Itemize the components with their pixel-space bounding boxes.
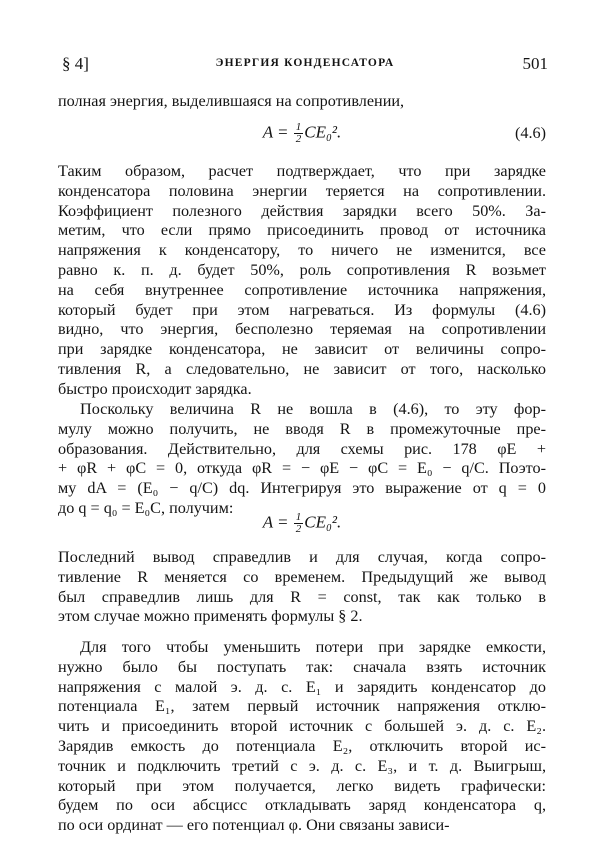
text-line: тивления R, а следовательно, не зависит от того, насколько (58, 359, 546, 378)
equation-4-6 (58, 118, 546, 152)
fraction-half: $\frac{1}{2}$ (295, 511, 302, 535)
text-line: напряжения к конденсатору, то ничего не изменится, все (58, 241, 546, 260)
text-line: по оси ординат — его потенциал φ. Они связаны зависи- (58, 816, 450, 835)
text-line: быстро происходит зарядка. (58, 379, 252, 398)
text-line: равно к. п. д. будет 50%, роль сопротивления R возьмет (58, 260, 546, 279)
text-line: потенциала E₁, затем первый источник напряжения отклю- (58, 697, 546, 716)
equation-number: (4.6) (514, 124, 546, 142)
text-line: видно, что энергия, бесполезно теряемая на сопротивлении (58, 320, 546, 339)
text-line: Последний вывод справедлив и для случая, когда сопро- (58, 548, 546, 566)
equation-rhs: CE₀². (304, 512, 342, 532)
text-line: Для того чтобы уменьшить потери при зарядке емкости, (80, 638, 546, 656)
text-line: был справедлив лишь для R = const, так как только в (58, 587, 546, 606)
text-line: точник и подключить третий с э. д. с. E₃, и т. д. Выигрыш, (58, 756, 546, 775)
paragraph-2 (58, 400, 546, 519)
equation-lhs: A = (262, 512, 293, 532)
text-line: Поскольку величина R не вошла в (4.6), то эту фор- (80, 400, 546, 418)
text-line: будем по оси абсцисс откладывать заряд конденсатора q, (58, 796, 546, 815)
equation-energy (58, 508, 546, 542)
fraction-half: $\frac{1}{2}$ (295, 121, 302, 145)
text-line: метим, что если прямо присоединить провод от источника (58, 221, 546, 240)
equation-rhs: CE₀². (304, 122, 342, 142)
text-line: тивление R меняется со временем. Предыдущий же вывод (58, 567, 546, 586)
text-line: до q = q₀ = E₀C, получим: (58, 498, 234, 517)
running-header (62, 54, 548, 76)
text-line: образования. Действительно, для схемы рис. 178 φE + (58, 439, 546, 458)
intro-line: полная энергия, выделившаяся на сопротивлении, (58, 92, 405, 110)
paragraph-1 (58, 162, 546, 400)
text-line: нужно было бы поступать так: сначала взять источник (58, 657, 546, 676)
text-line: + φR + φC = 0, откуда φR = − φE − φC = E₀ − q/C. Поэто- (58, 459, 546, 478)
text-line: на себя внутреннее сопротивление источника напряжения, (58, 280, 546, 299)
text-line: мулу можно получить, не вводя R в промежуточные пре- (58, 419, 546, 438)
text-line: при зарядке конденсатора, не зависит от величины сопро- (58, 340, 546, 359)
paragraph-3 (58, 548, 546, 627)
text-line: Зарядив емкость до потенциала E₂, отключить второй ис- (58, 736, 546, 755)
equation-lhs: A = (262, 122, 293, 142)
text-line: который будет при этом нагреваться. Из формулы (4.6) (58, 300, 546, 319)
text-line: конденсатора половина энергии теряется на сопротивлении. (58, 181, 546, 200)
text-line: чить и присоединить второй источник с большей э. д. с. E₂. (58, 717, 546, 736)
text-line: этом случае можно применять формулы § 2. (58, 607, 363, 626)
text-line: Таким образом, расчет подтверждает, что при зарядке (58, 162, 546, 180)
text-line: напряжения с малой э. д. с. E₁ и зарядить конденсатор до (58, 677, 546, 696)
text-line: Коэффициент полезного действия зарядки всего 50%. За- (58, 201, 546, 220)
page-number: 501 (522, 54, 548, 73)
paragraph-4 (58, 638, 546, 836)
section-mark: § 4] (62, 54, 89, 73)
chapter-title: ЭНЕРГИЯ КОНДЕНСАТОРА (215, 57, 395, 69)
text-line: который при этом получается, легко видеть графически: (58, 776, 546, 795)
text-line: му dA = (E₀ − q/C) dq. Интегрируя это выражение от q = 0 (58, 479, 546, 498)
